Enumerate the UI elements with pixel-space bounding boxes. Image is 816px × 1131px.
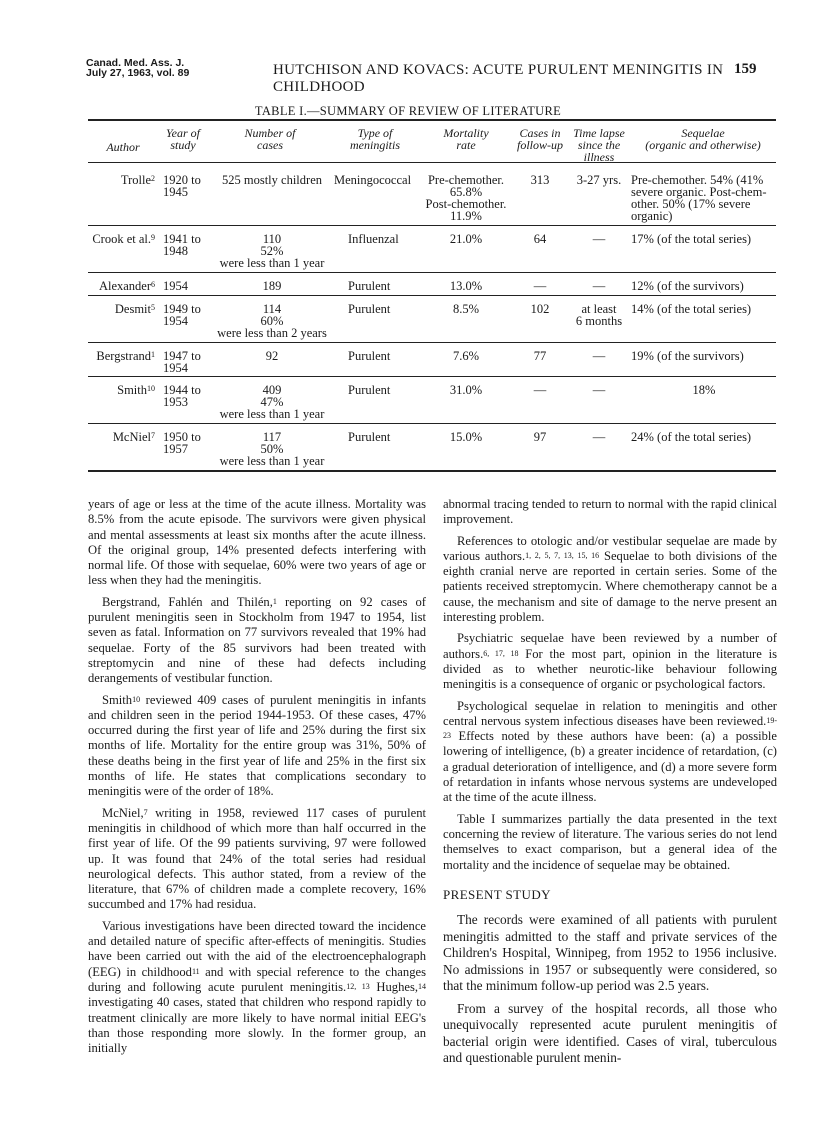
header-year: Year of study: [166, 126, 200, 152]
cell-cases: 117 50% were less than 1 year: [219, 430, 325, 468]
cell-followup: 64: [533, 232, 547, 246]
cell-cases: 525 mostly children: [222, 173, 322, 187]
table-caption: TABLE I.—SUMMARY OF REVIEW OF LITERATURE: [254, 104, 562, 118]
row-divider: [88, 342, 776, 343]
cell-mortality: Pre-chemother. 65.8% Post-chemother. 11.9%: [425, 173, 507, 223]
paragraph: From a survey of the hospital records, all those who unequivocally represented acute purulent meningitis of bacterial origin were identified. Cases of viral, tuberculous and questionable purulent menin-: [443, 1000, 777, 1066]
cell-author: McNiel$^7$: [112, 430, 155, 444]
paragraph: References to otologic and/or vestibular sequelae are made by various authors.$^{1, 2, 5, 7, 13, 15, 16}$ Sequelae to both divisions of the eighth cranial nerve are reported in certain series. Some of the patients received streptomycin. Where chemotherapy cannot be a cause, the mechanism and site of damage to the nerve present an interesting problem.: [443, 533, 778, 625]
row-divider: [88, 225, 776, 226]
cell-cases: 189: [262, 279, 282, 293]
paragraph: Psychological sequelae in relation to meningitis and other central nervous system infectious diseases have been reviewed.$^{19-23}$ Effects noted by these authors have been: (a) a possible lowering of intelligence, (b) a greater incidence of retardation, (c) a gradual deterioration of intelligence, and (d) a more severe form of retardation in infants whose nervous systems are undeveloped at the time of the acute illness.: [443, 698, 777, 805]
cell-type: Purulent: [348, 302, 391, 316]
cell-sequelae: 12% (of the survivors): [631, 279, 744, 293]
cell-year: 1954: [163, 279, 188, 293]
cell-cases: 409 47% were less than 1 year: [219, 383, 325, 421]
cell-followup: 102: [530, 302, 550, 316]
cell-mortality: 21.0%: [449, 232, 483, 246]
cell-time: 3-27 yrs.: [576, 173, 622, 187]
header-cases: Number of cases: [244, 126, 296, 152]
cell-type: Purulent: [348, 430, 391, 444]
cell-author: Crook et al.$^9$: [92, 232, 155, 246]
row-divider: [88, 376, 776, 377]
cell-sequelae: 24% (of the total series): [631, 430, 752, 444]
section-heading: PRESENT STUDY: [443, 886, 551, 902]
cell-author: Smith$^{10}$: [117, 383, 155, 397]
cell-mortality: 15.0%: [449, 430, 483, 444]
table-top-rule: [88, 119, 776, 121]
cell-type: Purulent: [348, 383, 391, 397]
cell-cases: 92: [265, 349, 279, 363]
table-bottom-rule: [88, 470, 776, 472]
cell-followup: 313: [530, 173, 550, 187]
cell-type: Influenzal: [348, 232, 399, 246]
row-divider: [88, 295, 776, 296]
journal-citation: [86, 58, 189, 78]
cell-mortality: 7.6%: [452, 349, 480, 363]
paragraph: Various investigations have been directed toward the incidence and detailed nature of specific after-effects of meningitis. Studies have been carried out with the aid of the electroencephalograph (EEG) in childhood$^{11}$ and with special reference to the changes during and following acute purulent meningitis.$^{12, 13}$ Hughes,$^{14}$ investigating 40 cases, stated that children who respond rapidly to treatment clinically are more likely to have normal initial EEG's than those responding more slowly. In the former group, an initially: [88, 918, 427, 1056]
cell-followup: —: [533, 279, 547, 293]
paragraph: years of age or less at the time of the acute illness. Mortality was 8.5% from the acute episode. The survivors were given physical and mental assessments at least six months after the acute illness. Of the original group, 14% presented defects interfering with normal life. Of those with sequelae, 60% were two years of age or less when they had the meningitis.: [88, 497, 426, 588]
row-divider: [88, 423, 776, 424]
running-title: HUTCHISON AND KOVACS: ACUTE PURULENT MENINGITIS IN CHILDHOOD: [273, 62, 724, 95]
cell-followup: —: [533, 383, 547, 397]
cell-year: 1920 to 1945: [163, 173, 201, 199]
cell-sequelae: 17% (of the total series): [631, 232, 752, 246]
cell-year: 1944 to 1953: [163, 383, 201, 409]
cell-author: Bergstrand$^1$: [96, 349, 155, 363]
right-column: [443, 497, 777, 1073]
paragraph: The records were examined of all patients with purulent meningitis admitted to the staff and private services of the Children's Hospital, Winnipeg, from 1952 to 1956 inclusive. No admissions in 1957 or subsequently were considered, so that the minimum follow-up period was 2.5 years.: [443, 912, 777, 994]
header-mortality: Mortality rate: [443, 126, 489, 152]
cell-sequelae: 19% (of the survivors): [631, 349, 744, 363]
cell-type: Meningococcal: [334, 173, 412, 187]
header-time: Time lapse since the illness: [573, 126, 625, 164]
table-header-rule: [88, 162, 776, 163]
cell-followup: 77: [533, 349, 547, 363]
paragraph: Psychiatric sequelae have been reviewed by a number of authors.$^{6, 17, 18}$ For the most part, opinion in the literature is divided as to whether neurotic-like behaviour following meningitis is a consequence of organic or psychological factors.: [443, 631, 778, 692]
cell-cases: 114 60% were less than 2 years: [217, 302, 327, 340]
cell-year: 1941 to 1948: [163, 232, 201, 258]
paragraph: Smith$^{10}$ reviewed 409 cases of purulent meningitis in infants and children seen in the period 1944-1953. Of these cases, 47% occurred during the first year of life and 25% during the first six months of life. Mortality for the entire group was 31%, 50% of these deaths being in the first year of life and 25% in the first six months of life. He states that complications secondary to meningitis were of the order of 18%.: [88, 692, 426, 799]
cell-sequelae: Pre-chemother. 54% (41% severe organic. Post-chem- other. 50% (17% severe organic): [631, 173, 767, 223]
paragraph: Table I summarizes partially the data presented in the text concerning the review of literature. The various series do not lend themselves to exact comparison, but a general idea of the mortality and the incidence of sequelae may be obtained.: [443, 811, 777, 872]
paragraph: McNiel,$^7$ writing in 1958, reviewed 117 cases of purulent meningitis in childhood of which more than half occurred in the first year of life. Of the 99 patients surviving, 97 were followed up. It was found that 24% of the total series had residual neurological defects. This author stated, from a review of the literature, that 67% of children made a complete recovery, 16% succumbed and 17% had residua.: [88, 805, 426, 912]
cell-mortality: 13.0%: [449, 279, 483, 293]
cell-time: —: [592, 232, 606, 246]
cell-year: 1949 to 1954: [163, 302, 201, 328]
cell-sequelae: 18%: [692, 383, 716, 397]
cell-cases: 110 52% were less than 1 year: [219, 232, 325, 270]
cell-followup: 97: [533, 430, 547, 444]
header-type: Type of meningitis: [350, 126, 400, 152]
page-number: 159: [734, 61, 757, 77]
cell-type: Purulent: [348, 279, 391, 293]
left-column: [88, 497, 426, 1062]
cell-type: Purulent: [348, 349, 391, 363]
row-divider: [88, 272, 776, 273]
cell-author: Alexander$^6$: [98, 279, 155, 293]
cell-year: 1950 to 1957: [163, 430, 201, 456]
journal-name: Canad. Med. Ass. J.: [86, 57, 185, 69]
journal-issue: July 27, 1963, vol. 89: [86, 67, 190, 79]
cell-year: 1947 to 1954: [163, 349, 201, 375]
paragraph: abnormal tracing tended to return to normal with the rapid clinical improvement.: [443, 497, 777, 527]
cell-mortality: 8.5%: [452, 302, 480, 316]
cell-author: Trolle$^2$: [120, 173, 155, 187]
cell-time: at least 6 months: [575, 302, 623, 328]
paragraph: Bergstrand, Fahlén and Thilén,$^1$ reporting on 92 cases of purulent meningitis seen in Stockholm from 1947 to 1954, list seven as fatal. Information on 77 survivors revealed that 19% had sequelae. Forty of the 85 survivors had been treated with streptomycin and nine of these had defects including derangements of vestibular function.: [88, 594, 426, 686]
cell-mortality: 31.0%: [449, 383, 483, 397]
cell-time: —: [592, 349, 606, 363]
header-author: Author: [106, 140, 140, 154]
cell-time: —: [592, 430, 606, 444]
cell-time: —: [592, 383, 606, 397]
header-followup: Cases in follow-up: [516, 126, 563, 152]
cell-sequelae: 14% (of the total series): [631, 302, 752, 316]
header-sequelae: Sequelae (organic and otherwise): [645, 126, 761, 152]
cell-author: Desmit$^5$: [114, 302, 155, 316]
cell-time: —: [592, 279, 606, 293]
